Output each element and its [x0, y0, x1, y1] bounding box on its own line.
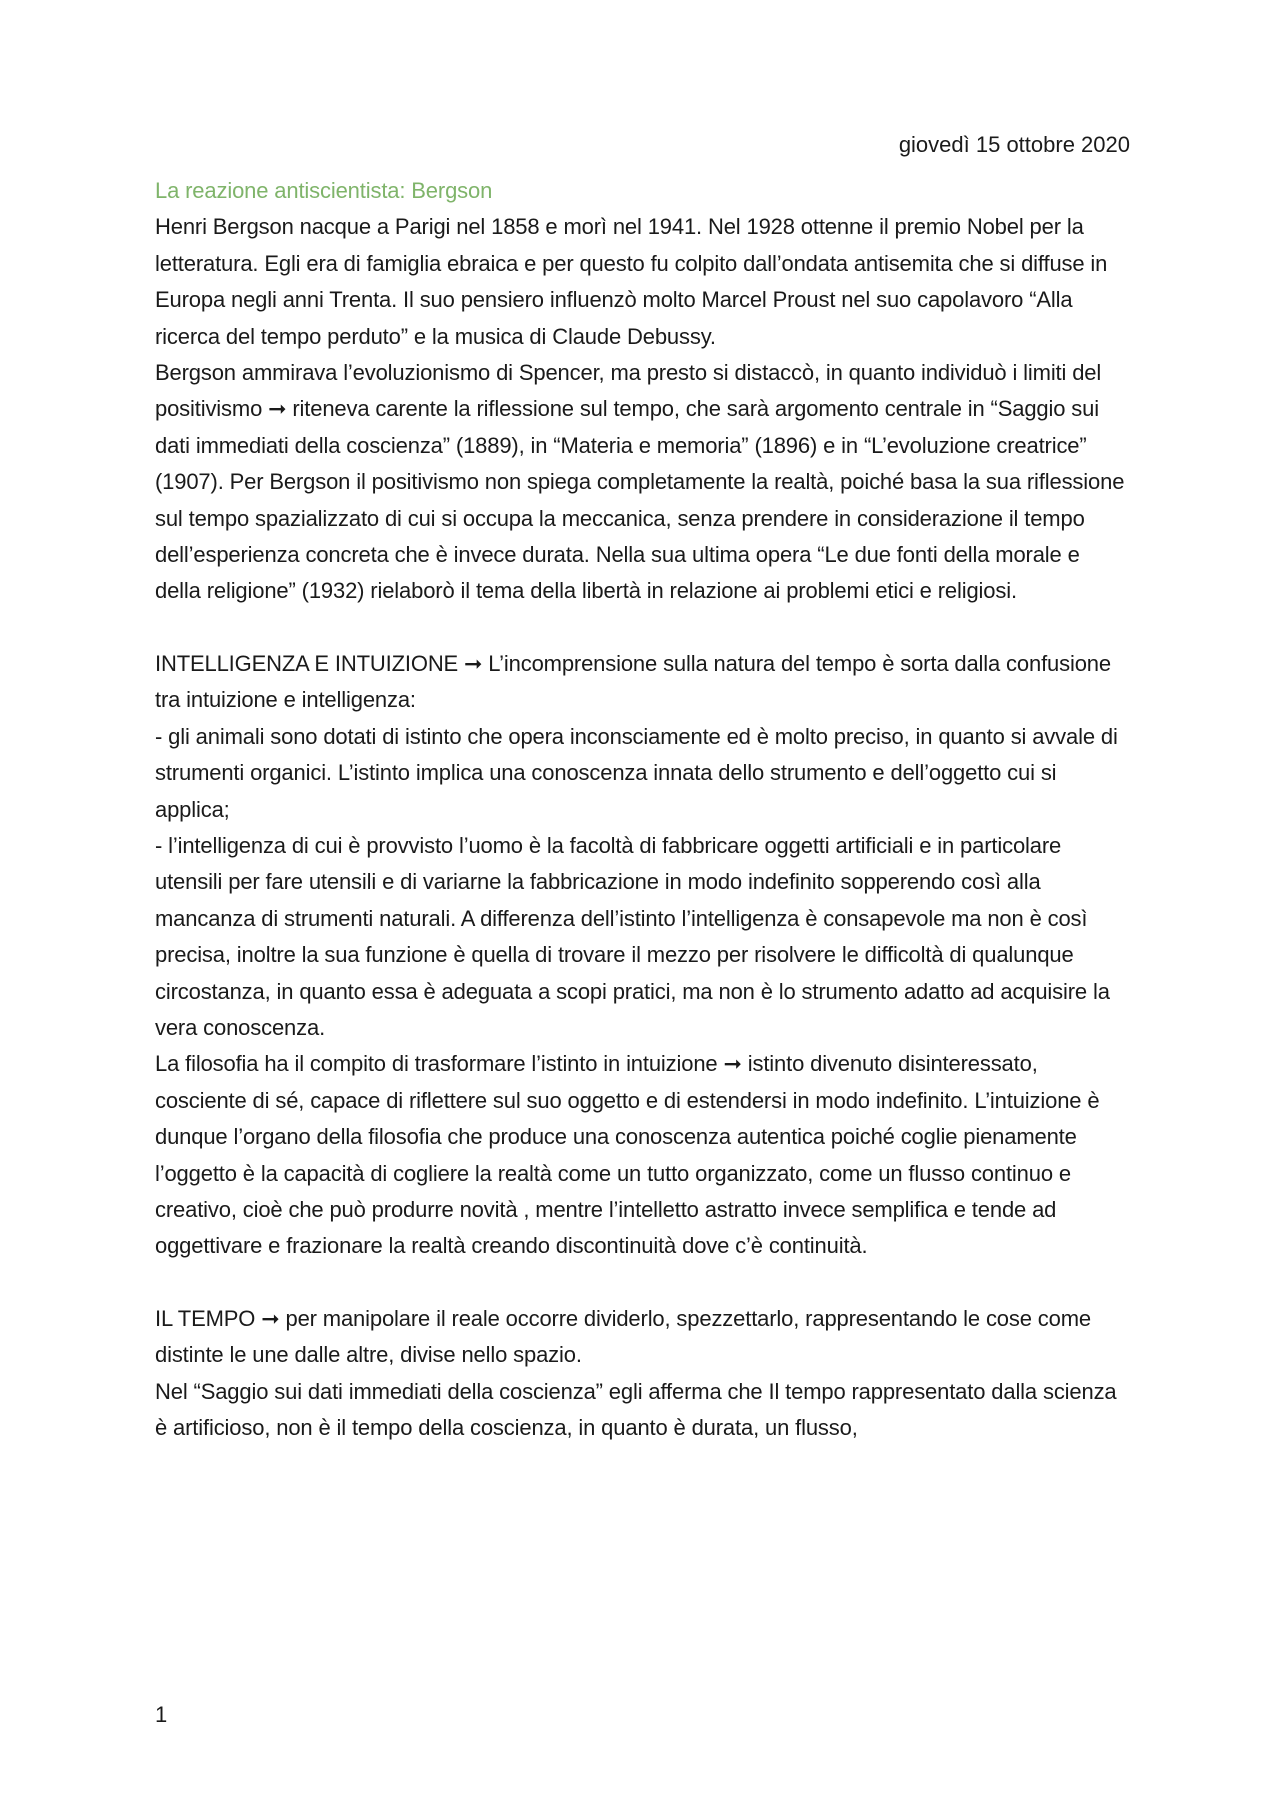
list-item-intelligence: - l’intelligenza di cui è provvisto l’uomo è la facoltà di fabbricare oggetti artificiali e in particolare utensili per fare utensili e di variarne la fabbricazione in modo indefinito sopperendo così alla mancanza di strumenti naturali. A differenza dell’istinto l’intelligenza è consapevole ma non è così precisa, inoltre la sua funzione è quella di trovare il mezzo per risolvere le difficoltà di qualunque circostanza, in quanto essa è adeguata a scopi pratici, ma non è lo strumento adatto ad acquisire la vera conoscenza. — [155, 832, 1110, 1040]
paragraph-intelligence-intro: INTELLIGENZA E INTUIZIONE ➞ L’incomprensione sulla natura del tempo è sorta dalla confusione tra intuizione e intelligenza: — [155, 650, 1111, 713]
paragraph-positivism: Bergson ammirava l’evoluzionismo di Spencer, ma presto si distaccò, in quanto individuò i limiti del positivismo ➞ riteneva carente la riflessione sul tempo, che sarà argomento centrale in “Saggio sui dati immediati della coscienza” (1889), in “Materia e memoria” (1896) e in “L’evoluzione creatrice” (1907). Per Bergson il positivismo non spiega completamente la realtà, poiché basa la sua riflessione sul tempo spazializzato di cui si occupa la meccanica, senza prendere in considerazione il tempo dell’esperienza concreta che è invece durata. Nella sua ultima opera “Le due fonti della morale e della religione” (1932) rielaborò il tema della libertà in relazione ai problemi etici e religiosi. — [155, 360, 1125, 604]
paragraph-biography: Henri Bergson nacque a Parigi nel 1858 e morì nel 1941. Nel 1928 ottenne il premio Nobel per la letteratura. Egli era di famiglia ebraica e per questo fu colpito dall’ondata antisemita che si diffuse in Europa negli anni Trenta. Il suo pensiero influenzò molto Marcel Proust nel suo capolavoro “Alla ricerca del tempo perduto” e la musica di Claude Debussy. — [155, 214, 1108, 349]
paragraph-philosophy-intuition: La filosofia ha il compito di trasformare l’istinto in intuizione ➞ istinto divenuto disinteressato, cosciente di sé, capace di riflettere sul suo oggetto e di estendersi in modo indefinito. L’intuizione è dunque l’organo della filosofia che produce una conoscenza autentica poiché coglie pienamente l’oggetto è la capacità di cogliere la realtà come un tutto organizzato, come un flusso continuo e creativo, cioè che può produrre novità , mentre l’intelletto astratto invece semplifica e tende ad oggettivare e frazionare la realtà creando discontinuità dove c’è continuità. — [155, 1051, 1100, 1259]
list-item-instinct: - gli animali sono dotati di istinto che opera inconsciamente ed è molto preciso, in quanto si avvale di strumenti organici. L’istinto implica una conoscenza innata dello strumento e dell’oggetto cui si applica; — [155, 723, 1118, 822]
page-number: 1 — [155, 1702, 168, 1727]
paragraph-time-intro: IL TEMPO ➞ per manipolare il reale occorre dividerlo, spezzettarlo, rappresentando le cose come distinte le une dalle altre, divise nello spazio. — [155, 1305, 1091, 1368]
paragraph-spacer — [155, 1265, 1130, 1301]
section-heading: La reazione antiscientista: Bergson — [155, 178, 493, 203]
document-date: giovedì 15 ottobre 2020 — [898, 132, 1130, 157]
paragraph-spacer — [155, 610, 1130, 646]
paragraph-time-essay: Nel “Saggio sui dati immediati della coscienza” egli afferma che Il tempo rappresentato dalla scienza è artificioso, non è il tempo della coscienza, in quanto è durata, un flusso, — [155, 1378, 1117, 1440]
document-body — [155, 173, 1130, 1446]
